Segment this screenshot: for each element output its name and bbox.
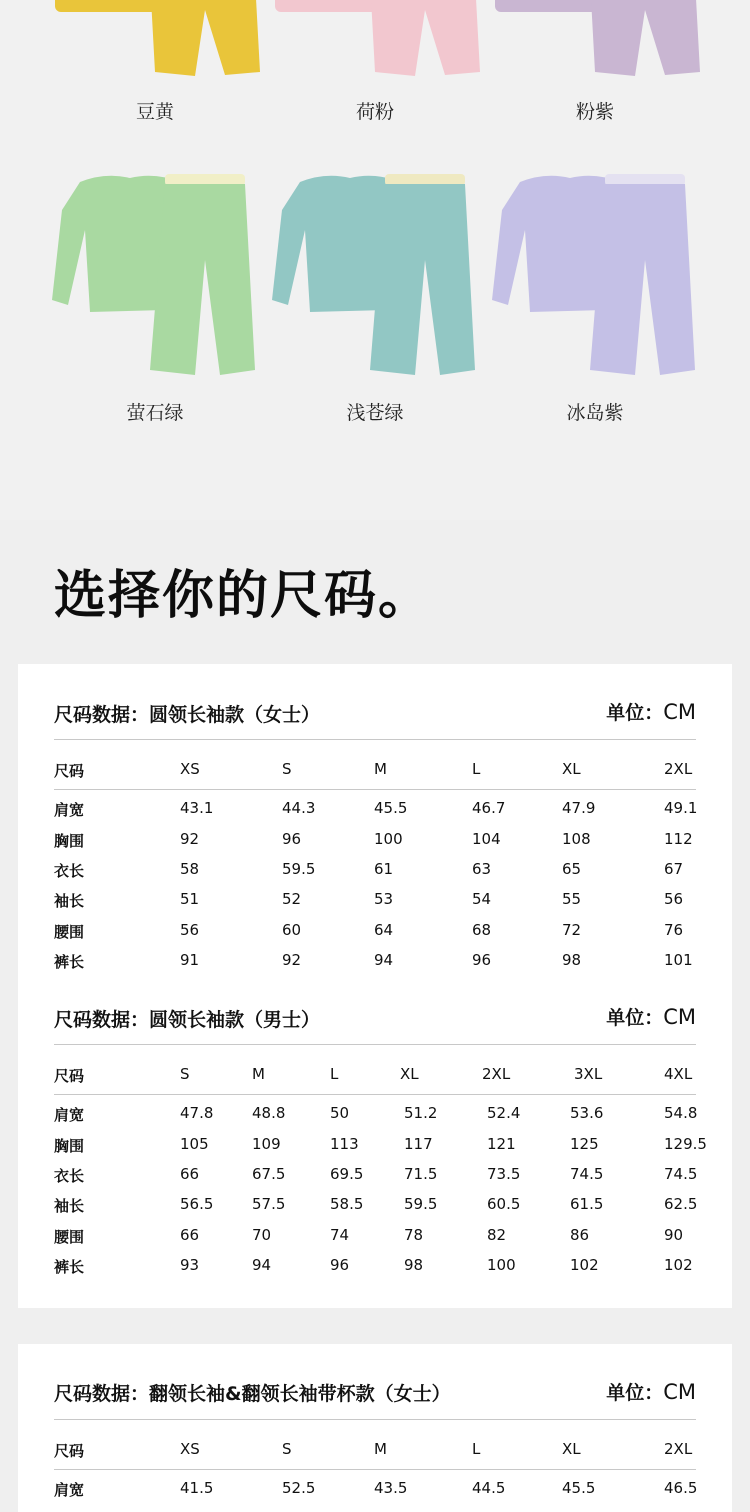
cell: 58.5: [330, 1195, 364, 1213]
pajama-pants: [590, 184, 695, 375]
unit-label: 单位：CM: [606, 700, 696, 724]
row-label: 胸围: [54, 1137, 85, 1155]
header-cell: L: [330, 1065, 339, 1083]
cell: 90: [664, 1226, 684, 1244]
row-label: 裤长: [54, 953, 85, 971]
cell: 66: [180, 1165, 200, 1183]
color-name: 荷粉: [355, 101, 394, 123]
cell: 70: [252, 1226, 272, 1244]
header-cell: S: [180, 1065, 190, 1083]
color-name: 豆黄: [135, 101, 174, 123]
cell: 43.5: [374, 1479, 408, 1497]
cell: 74.5: [664, 1165, 698, 1183]
cell: 57.5: [252, 1195, 286, 1213]
header-cell: 4XL: [664, 1065, 693, 1083]
cell: 60.5: [487, 1195, 521, 1213]
cell: 48.8: [252, 1104, 286, 1122]
cell: 52: [282, 890, 302, 908]
color-name: 浅苍绿: [346, 402, 404, 424]
cell: 113: [330, 1135, 359, 1153]
cell: 59.5: [404, 1195, 438, 1213]
cell: 51.2: [404, 1104, 438, 1122]
cell: 82: [487, 1226, 507, 1244]
cell: 96: [472, 951, 492, 969]
pajama-pants: [150, 184, 255, 375]
pajama-set-image: [270, 170, 485, 385]
cell: 129.5: [664, 1135, 707, 1153]
row-label: 腰围: [54, 923, 85, 941]
cell: 102: [664, 1256, 693, 1274]
cell: 67.5: [252, 1165, 286, 1183]
table-row: [54, 1195, 714, 1219]
size-table-card: [18, 1344, 732, 1512]
table-row: [54, 1135, 714, 1159]
color-options-section: [0, 0, 750, 520]
cell: 65: [562, 860, 582, 878]
cell: 47.8: [180, 1104, 214, 1122]
cell: 61: [374, 860, 394, 878]
header-cell: 尺码: [54, 762, 85, 780]
cell: 56: [180, 921, 200, 939]
table-row: [54, 830, 714, 854]
pajama-set-image: [50, 170, 265, 385]
divider: [54, 1044, 696, 1045]
cell: 92: [282, 951, 302, 969]
size-table-card: [18, 664, 732, 997]
cell: 52.4: [487, 1104, 521, 1122]
header-cell: M: [374, 1440, 387, 1458]
row-label: 肩宽: [54, 1106, 85, 1124]
cell: 100: [374, 830, 403, 848]
cell: 102: [570, 1256, 599, 1274]
row-label: 肩宽: [54, 1481, 85, 1499]
cell: 68: [472, 921, 492, 939]
header-cell: 3XL: [574, 1065, 603, 1083]
cell: 104: [472, 830, 501, 848]
cell: 45.5: [374, 799, 408, 817]
cell: 67: [664, 860, 684, 878]
cell: 93: [180, 1256, 200, 1274]
row-label: 肩宽: [54, 801, 85, 819]
header-cell: M: [252, 1065, 265, 1083]
header-cell: L: [472, 1440, 481, 1458]
pajama-top: [495, 0, 605, 12]
header-cell: M: [374, 760, 387, 778]
table-row: [54, 951, 714, 975]
cell: 105: [180, 1135, 209, 1153]
pajama-set-image: [490, 170, 705, 385]
pajama-top: [275, 0, 385, 12]
cell: 53: [374, 890, 394, 908]
header-cell: XL: [562, 760, 581, 778]
row-label: 胸围: [54, 832, 85, 850]
cell: 98: [562, 951, 582, 969]
cell: 60: [282, 921, 302, 939]
header-cell: L: [472, 760, 481, 778]
pajama-pants: [150, 0, 260, 76]
color-name: 萤石绿: [126, 402, 184, 424]
table-row: [54, 1165, 714, 1189]
header-cell: S: [282, 760, 292, 778]
table-row: [54, 890, 714, 914]
cell: 44.5: [472, 1479, 506, 1497]
header-cell: XS: [180, 760, 200, 778]
table-row: [54, 921, 714, 945]
color-name: 粉紫: [575, 101, 614, 123]
row-label: 腰围: [54, 1228, 85, 1246]
cell: 46.5: [664, 1479, 698, 1497]
cell: 46.7: [472, 799, 506, 817]
cell: 53.6: [570, 1104, 604, 1122]
cell: 96: [330, 1256, 350, 1274]
divider: [54, 1419, 696, 1420]
header-cell: S: [282, 1440, 292, 1458]
header-cell: 尺码: [54, 1442, 85, 1460]
cell: 50: [330, 1104, 350, 1122]
cell: 92: [180, 830, 200, 848]
cell: 101: [664, 951, 693, 969]
pajama-pants: [590, 0, 700, 76]
row-label: 袖长: [54, 1197, 85, 1215]
header-cell: XL: [562, 1440, 581, 1458]
row-label: 裤长: [54, 1258, 85, 1276]
cell: 125: [570, 1135, 599, 1153]
table-row: [54, 799, 714, 823]
pajama-top: [55, 0, 165, 12]
cell: 121: [487, 1135, 516, 1153]
cell: 74: [330, 1226, 350, 1244]
cell: 54: [472, 890, 492, 908]
table-title: 尺码数据：圆领长袖款（男士）: [54, 1009, 321, 1031]
unit-label: 单位：CM: [606, 1005, 696, 1029]
cell: 69.5: [330, 1165, 364, 1183]
row-label: 衣长: [54, 1167, 85, 1185]
cell: 51: [180, 890, 200, 908]
cell: 63: [472, 860, 492, 878]
pajama-set-image: [55, 0, 265, 80]
table-header-row: [54, 760, 714, 784]
pajama-set-image: [495, 0, 705, 80]
cell: 54.8: [664, 1104, 698, 1122]
table-row: [54, 1256, 714, 1280]
table-row: [54, 1479, 714, 1503]
cell: 86: [570, 1226, 590, 1244]
table-row: [54, 860, 714, 884]
cell: 66: [180, 1226, 200, 1244]
unit-label: 单位：CM: [606, 1380, 696, 1404]
divider: [54, 789, 696, 790]
header-cell: 2XL: [664, 760, 693, 778]
table-row: [54, 1226, 714, 1250]
pajama-pants: [370, 0, 480, 76]
divider: [54, 739, 696, 740]
section-title: 选择你的尺码。: [54, 566, 433, 626]
cell: 58: [180, 860, 200, 878]
table-title: 尺码数据：翻领长袖&翻领长袖带杯款（女士）: [54, 1383, 451, 1405]
cell: 94: [374, 951, 394, 969]
cell: 108: [562, 830, 591, 848]
table-header-row: [54, 1065, 714, 1089]
cell: 56.5: [180, 1195, 214, 1213]
cell: 71.5: [404, 1165, 438, 1183]
color-name: 冰岛紫: [566, 402, 624, 424]
cell: 61.5: [570, 1195, 604, 1213]
cell: 74.5: [570, 1165, 604, 1183]
header-cell: 2XL: [482, 1065, 511, 1083]
pajama-set-image: [275, 0, 485, 80]
header-cell: XS: [180, 1440, 200, 1458]
cell: 55: [562, 890, 582, 908]
cell: 98: [404, 1256, 424, 1274]
cell: 47.9: [562, 799, 596, 817]
table-header-row: [54, 1440, 714, 1464]
pajama-pants: [370, 184, 475, 375]
cell: 100: [487, 1256, 516, 1274]
cell: 43.1: [180, 799, 214, 817]
cell: 41.5: [180, 1479, 214, 1497]
cell: 112: [664, 830, 693, 848]
cell: 59.5: [282, 860, 316, 878]
cell: 52.5: [282, 1479, 316, 1497]
cell: 78: [404, 1226, 424, 1244]
header-cell: 2XL: [664, 1440, 693, 1458]
row-label: 衣长: [54, 862, 85, 880]
cell: 91: [180, 951, 200, 969]
cell: 56: [664, 890, 684, 908]
cell: 94: [252, 1256, 272, 1274]
cell: 45.5: [562, 1479, 596, 1497]
cell: 109: [252, 1135, 281, 1153]
header-cell: 尺码: [54, 1067, 85, 1085]
size-table-card: [18, 997, 732, 1308]
table-title: 尺码数据：圆领长袖款（女士）: [54, 704, 321, 726]
cell: 62.5: [664, 1195, 698, 1213]
table-row: [54, 1104, 714, 1128]
cell: 76: [664, 921, 684, 939]
cell: 64: [374, 921, 394, 939]
cell: 96: [282, 830, 302, 848]
divider: [54, 1094, 696, 1095]
cell: 73.5: [487, 1165, 521, 1183]
header-cell: XL: [400, 1065, 419, 1083]
cell: 44.3: [282, 799, 316, 817]
row-label: 袖长: [54, 892, 85, 910]
divider: [54, 1469, 696, 1470]
cell: 49.1: [664, 799, 698, 817]
cell: 72: [562, 921, 582, 939]
cell: 117: [404, 1135, 433, 1153]
